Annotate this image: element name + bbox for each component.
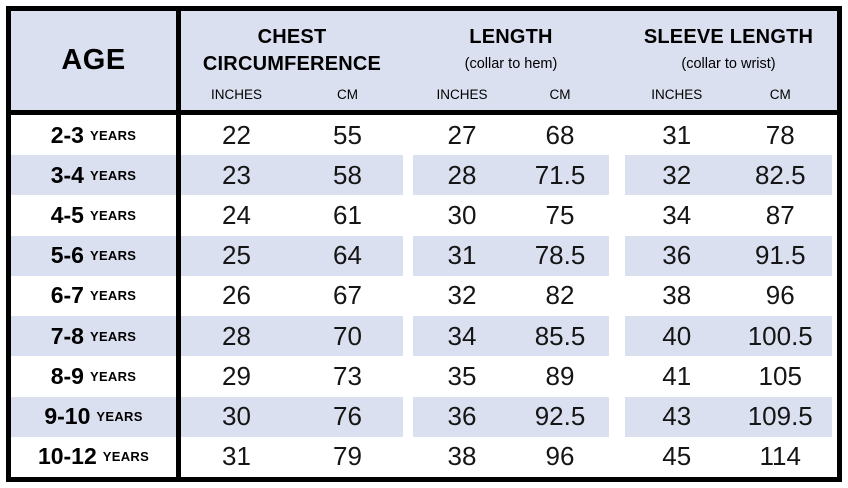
age-cell <box>11 236 181 276</box>
chest-group-header <box>181 11 403 110</box>
length-inches-cell: 36 <box>413 397 511 437</box>
chest-cells <box>181 397 403 437</box>
table-row <box>11 115 837 155</box>
length-cells <box>413 115 609 155</box>
length-inches-cell: 31 <box>413 236 511 276</box>
chest-cm-cell: 70 <box>292 316 403 356</box>
length-cm-cell: 68 <box>545 119 575 150</box>
length-cm-cell: 96 <box>545 441 575 472</box>
sleeve-cells <box>625 155 832 195</box>
table-row <box>11 316 837 356</box>
age-column-header: AGE <box>11 11 181 110</box>
length-title: LENGTH <box>469 26 553 48</box>
age-range: 5-6 <box>50 242 84 269</box>
age-cell <box>11 437 181 477</box>
age-cell <box>11 316 181 356</box>
chest-cells <box>181 236 403 276</box>
chest-cm-cell: 76 <box>292 397 403 437</box>
length-unit-inches: INCHES <box>436 87 488 102</box>
chest-cells <box>181 316 403 356</box>
sleeve-cm-cell: 91.5 <box>729 236 833 276</box>
sleeve-unit-inches: INCHES <box>651 87 703 102</box>
sleeve-cm-cell: 87 <box>765 200 795 231</box>
chest-cm-cell: 61 <box>333 200 362 231</box>
age-unit-label: YEARS <box>89 248 137 264</box>
sleeve-cells <box>625 195 832 235</box>
chest-cm-cell: 73 <box>333 360 362 391</box>
chest-inches-cell: 30 <box>181 397 292 437</box>
length-cm-cell: 78.5 <box>511 236 609 276</box>
table-body <box>11 115 837 477</box>
header-gap-2 <box>609 11 625 110</box>
column-gap <box>609 437 625 477</box>
age-range: 6-7 <box>50 282 84 309</box>
length-unit-cm: CM <box>549 87 571 102</box>
length-cm-cell: 75 <box>545 200 575 231</box>
chest-cm-cell: 67 <box>333 280 362 311</box>
age-unit-label: YEARS <box>102 449 150 465</box>
chest-cells <box>181 155 403 195</box>
age-unit-label: YEARS <box>89 368 137 384</box>
length-cells <box>413 195 609 235</box>
sleeve-cm-cell: 96 <box>765 280 795 311</box>
table-row <box>11 397 837 437</box>
sleeve-unit-cm: CM <box>769 87 791 102</box>
age-unit-label: YEARS <box>89 328 137 344</box>
length-cells <box>413 437 609 477</box>
length-inches-cell: 34 <box>413 316 511 356</box>
column-gap <box>403 437 413 477</box>
length-cells <box>413 236 609 276</box>
sleeve-title: SLEEVE LENGTH <box>643 26 814 48</box>
age-range: 2-3 <box>50 121 84 148</box>
chest-inches-cell: 23 <box>181 155 292 195</box>
age-range: 10-12 <box>37 443 97 470</box>
length-cm-cell: 82 <box>545 280 575 311</box>
age-range: 8-9 <box>50 362 84 389</box>
chest-cells <box>181 276 403 316</box>
sleeve-cells <box>625 316 832 356</box>
length-cm-cell: 85.5 <box>511 316 609 356</box>
chest-cm-cell: 79 <box>333 441 362 472</box>
chest-inches-cell: 24 <box>222 200 251 231</box>
column-gap <box>609 316 625 356</box>
column-gap <box>403 195 413 235</box>
chest-cells <box>181 356 403 396</box>
sleeve-cm-cell: 82.5 <box>729 155 833 195</box>
sleeve-inches-cell: 32 <box>625 155 729 195</box>
length-group-header <box>413 11 609 110</box>
sleeve-cm-cell: 109.5 <box>729 397 833 437</box>
chest-cells <box>181 195 403 235</box>
age-unit-label: YEARS <box>89 208 137 224</box>
chest-inches-cell: 22 <box>222 119 251 150</box>
sleeve-cm-cell: 114 <box>759 441 801 472</box>
sleeve-cells <box>625 236 832 276</box>
sleeve-cm-cell: 105 <box>758 360 802 391</box>
chest-title-line2: CIRCUMFERENCE <box>202 52 382 75</box>
sleeve-inches-cell: 38 <box>662 280 692 311</box>
age-cell <box>11 356 181 396</box>
length-cells <box>413 397 609 437</box>
chest-inches-cell: 26 <box>222 280 251 311</box>
age-cell <box>11 276 181 316</box>
table-row <box>11 356 837 396</box>
chest-cm-cell: 64 <box>292 236 403 276</box>
chest-cm-cell: 58 <box>292 155 403 195</box>
chest-title: CHEST <box>257 26 327 48</box>
column-gap <box>609 115 625 155</box>
table-row <box>11 437 837 477</box>
column-gap <box>403 276 413 316</box>
header-gap-1 <box>403 11 413 110</box>
length-inches-cell: 27 <box>447 119 477 150</box>
length-cells <box>413 155 609 195</box>
sleeve-cells <box>625 115 832 155</box>
length-units <box>413 79 609 110</box>
age-range: 3-4 <box>50 161 84 188</box>
length-subtitle: (collar to hem) <box>464 56 558 72</box>
age-range: 9-10 <box>44 403 91 430</box>
chest-cells <box>181 115 403 155</box>
sleeve-inches-cell: 36 <box>625 236 729 276</box>
length-inches-cell: 28 <box>413 155 511 195</box>
column-gap <box>609 236 625 276</box>
table-row <box>11 155 837 195</box>
chest-unit-inches: INCHES <box>210 87 262 102</box>
sleeve-cm-cell: 100.5 <box>729 316 833 356</box>
chest-inches-cell: 29 <box>222 360 251 391</box>
chest-unit-cm: CM <box>337 87 358 102</box>
sleeve-inches-cell: 34 <box>662 200 692 231</box>
table-row <box>11 236 837 276</box>
sleeve-cells <box>625 356 832 396</box>
age-unit-label: YEARS <box>89 167 137 183</box>
column-gap <box>609 155 625 195</box>
chest-cells <box>181 437 403 477</box>
column-gap <box>609 356 625 396</box>
age-cell <box>11 155 181 195</box>
column-gap <box>609 195 625 235</box>
column-gap <box>403 236 413 276</box>
chest-inches-cell: 28 <box>181 316 292 356</box>
age-range: 7-8 <box>50 322 84 349</box>
chest-units <box>181 79 403 110</box>
sleeve-group-header <box>625 11 832 110</box>
length-inches-cell: 38 <box>447 441 477 472</box>
sleeve-units <box>625 79 832 110</box>
length-cm-cell: 89 <box>545 360 575 391</box>
age-range: 4-5 <box>50 202 84 229</box>
chest-inches-cell: 25 <box>181 236 292 276</box>
length-cells <box>413 316 609 356</box>
sleeve-subtitle: (collar to wrist) <box>681 56 776 72</box>
column-gap <box>609 276 625 316</box>
age-cell <box>11 195 181 235</box>
sleeve-inches-cell: 31 <box>662 119 692 150</box>
sleeve-cells <box>625 276 832 316</box>
age-unit-label: YEARS <box>96 409 143 425</box>
length-cells <box>413 276 609 316</box>
length-inches-cell: 35 <box>447 360 477 391</box>
length-inches-cell: 32 <box>447 280 477 311</box>
sleeve-inches-cell: 41 <box>662 360 692 391</box>
table-header <box>11 11 837 115</box>
sleeve-inches-cell: 45 <box>662 441 692 472</box>
sleeve-inches-cell: 40 <box>625 316 729 356</box>
age-cell <box>11 115 181 155</box>
table-row <box>11 195 837 235</box>
length-cm-cell: 71.5 <box>511 155 609 195</box>
table-row <box>11 276 837 316</box>
sleeve-cm-cell: 78 <box>765 119 795 150</box>
column-gap <box>403 356 413 396</box>
age-unit-label: YEARS <box>89 288 137 304</box>
length-inches-cell: 30 <box>447 200 477 231</box>
size-chart-table <box>6 6 842 482</box>
length-cells <box>413 356 609 396</box>
column-gap <box>403 155 413 195</box>
length-cm-cell: 92.5 <box>511 397 609 437</box>
age-unit-label: YEARS <box>89 127 137 143</box>
column-gap <box>403 316 413 356</box>
column-gap <box>403 397 413 437</box>
chest-cm-cell: 55 <box>333 119 362 150</box>
age-cell <box>11 397 181 437</box>
column-gap <box>609 397 625 437</box>
column-gap <box>403 115 413 155</box>
sleeve-cells <box>625 397 832 437</box>
sleeve-cells <box>625 437 832 477</box>
sleeve-inches-cell: 43 <box>625 397 729 437</box>
chest-inches-cell: 31 <box>222 441 251 472</box>
